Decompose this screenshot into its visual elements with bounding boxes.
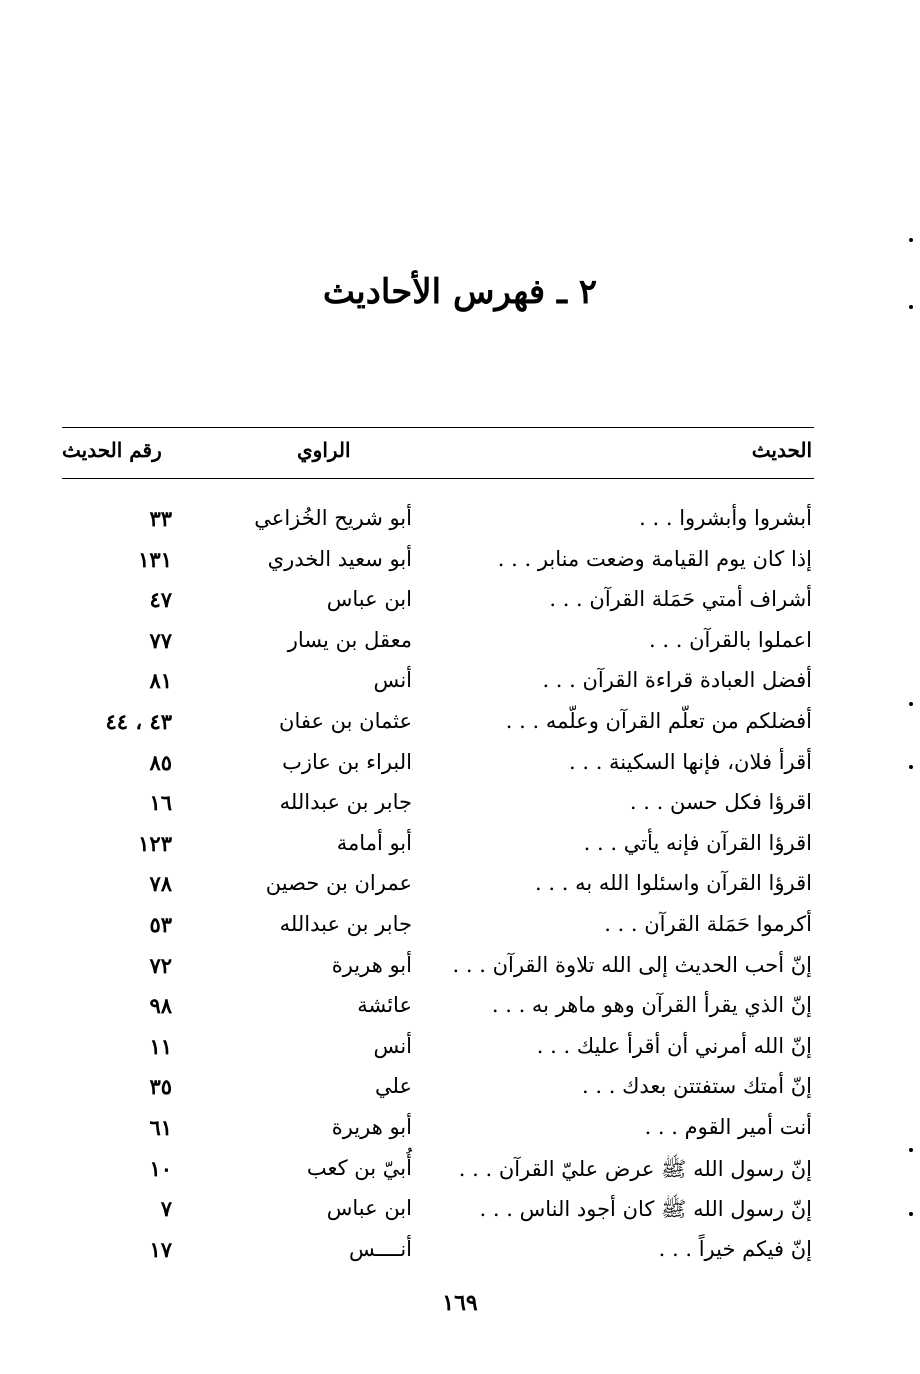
narrator-cell: أنــــس: [348, 1236, 412, 1261]
hadith-number-cell: ٤٧: [149, 587, 172, 613]
hadith-cell: إنّ رسول الله ﷺ عرض عليّ القرآن . . .: [458, 1156, 812, 1181]
narrator-cell: أبو شريح الخُزاعي: [254, 506, 412, 530]
hadith-number-cell: ٥٣: [149, 911, 172, 937]
hadith-cell: اعملوا بالقرآن . . .: [649, 627, 812, 652]
narrator-cell: البراء بن عازب: [282, 749, 412, 774]
hadith-cell: أكرموا حَمَلة القرآن . . .: [604, 911, 812, 936]
table-row: [0, 1068, 920, 1109]
narrator-cell: عائشة: [357, 993, 412, 1018]
header-bottom-rule: [62, 478, 814, 479]
hadith-cell: اقرؤا فكل حسن . . .: [629, 790, 812, 815]
narrator-cell: معقل بن يسار: [287, 627, 412, 652]
hadith-cell: إنّ فيكم خيراً . . .: [658, 1236, 812, 1261]
hadith-number-cell: ٨١: [149, 668, 172, 694]
hadith-number-cell: ١٠: [149, 1155, 172, 1181]
table-row: [0, 1150, 920, 1191]
table-row: [0, 865, 920, 906]
hadith-number-cell: ١٧: [149, 1236, 172, 1262]
narrator-cell: عمران بن حصين: [265, 871, 412, 896]
margin-dot: [909, 238, 913, 242]
hadith-cell: أنت أمير القوم . . .: [644, 1114, 812, 1139]
table-row: [0, 500, 920, 541]
hadith-cell: اقرؤا القرآن فإنه يأتي . . .: [583, 830, 812, 855]
table-row: [0, 703, 920, 744]
narrator-cell: جابر بن عبدالله: [279, 911, 412, 936]
hadith-number-cell: ٦١: [149, 1114, 172, 1140]
margin-dot: [909, 1148, 913, 1152]
narrator-cell: أنس: [373, 1033, 412, 1058]
table-row: [0, 784, 920, 825]
table-row: [0, 581, 920, 622]
narrator-cell: أبو سعيد الخدري: [267, 546, 412, 571]
table-row: [0, 906, 920, 947]
header-hadith: الحديث: [751, 438, 812, 462]
narrator-cell: ابن عباس: [326, 587, 412, 612]
hadith-number-cell: ٨٥: [149, 749, 172, 775]
hadith-number-cell: ٣٣: [149, 506, 172, 531]
hadith-cell: أقرأ فلان، فإنها السكينة . . .: [569, 749, 812, 774]
hadith-cell: أفضلكم من تعلّم القرآن وعلّمه . . .: [505, 708, 812, 733]
narrator-cell: عثمان بن عفان: [279, 708, 412, 733]
hadith-cell: أفضل العبادة قراءة القرآن . . .: [542, 668, 812, 693]
narrator-cell: أنس: [373, 668, 412, 693]
narrator-cell: أُبيّ بن كعب: [306, 1155, 412, 1180]
hadith-cell: إنّ الذي يقرأ القرآن وهو ماهر به . . .: [491, 993, 812, 1018]
hadith-cell: أبشروا وأبشروا . . .: [639, 506, 812, 530]
hadith-number-cell: ٩٨: [149, 993, 172, 1019]
table-row: [0, 1028, 920, 1069]
hadith-number-cell: ١٣١: [138, 546, 172, 572]
hadith-cell: إذا كان يوم القيامة وضعت منابر . . .: [497, 546, 812, 571]
hadith-cell: إنّ أحب الحديث إلى الله تلاوة القرآن . . .: [452, 952, 812, 977]
hadith-cell: إنّ أمتك ستفتتن بعدك . . .: [582, 1074, 812, 1099]
header-top-rule: [62, 427, 814, 428]
narrator-cell: ابن عباس: [326, 1196, 412, 1221]
page-title: ٢ ـ فهرس الأحاديث: [322, 272, 598, 312]
narrator-cell: أبو أمامة: [336, 830, 412, 855]
hadith-number-cell: ٧٨: [149, 871, 172, 897]
hadith-index-table: [0, 500, 920, 1271]
margin-dot: [909, 765, 913, 769]
narrator-cell: أبو هريرة: [331, 952, 412, 977]
hadith-number-cell: ١١: [149, 1033, 172, 1059]
table-row: [0, 947, 920, 988]
page-number: ١٦٩: [442, 1290, 478, 1316]
table-row: [0, 744, 920, 785]
narrator-cell: علي: [375, 1074, 412, 1099]
hadith-number-cell: ٧٢: [149, 952, 172, 978]
narrator-cell: جابر بن عبدالله: [279, 790, 412, 815]
table-row: [0, 1231, 920, 1272]
table-row: [0, 1109, 920, 1150]
table-row: [0, 987, 920, 1028]
hadith-cell: أشراف أمتي حَمَلة القرآن . . .: [549, 587, 812, 612]
hadith-number-cell: ٧٧: [149, 627, 172, 653]
hadith-number-cell: ١٢٣: [138, 830, 172, 856]
margin-dot: [909, 702, 913, 706]
header-number: رقم الحديث: [62, 438, 162, 462]
hadith-cell: إنّ الله أمرني أن أقرأ عليك . . .: [536, 1033, 812, 1058]
margin-dot: [909, 1212, 913, 1216]
hadith-number-cell: ١٦: [149, 790, 172, 816]
table-row: [0, 825, 920, 866]
table-row: [0, 1190, 920, 1231]
margin-dot: [909, 305, 913, 309]
hadith-number-cell: ٣٥: [149, 1074, 172, 1100]
header-narrator: الراوي: [297, 438, 351, 462]
table-row: [0, 541, 920, 582]
narrator-cell: أبو هريرة: [331, 1114, 412, 1139]
hadith-cell: اقرؤا القرآن واسئلوا الله به . . .: [535, 871, 812, 896]
table-row: [0, 662, 920, 703]
hadith-number-cell: ٤٣ ، ٤٤: [105, 708, 172, 734]
hadith-cell: إنّ رسول الله ﷺ كان أجود الناس . . .: [479, 1197, 812, 1222]
table-row: [0, 622, 920, 663]
hadith-number-cell: ٧: [160, 1196, 172, 1222]
